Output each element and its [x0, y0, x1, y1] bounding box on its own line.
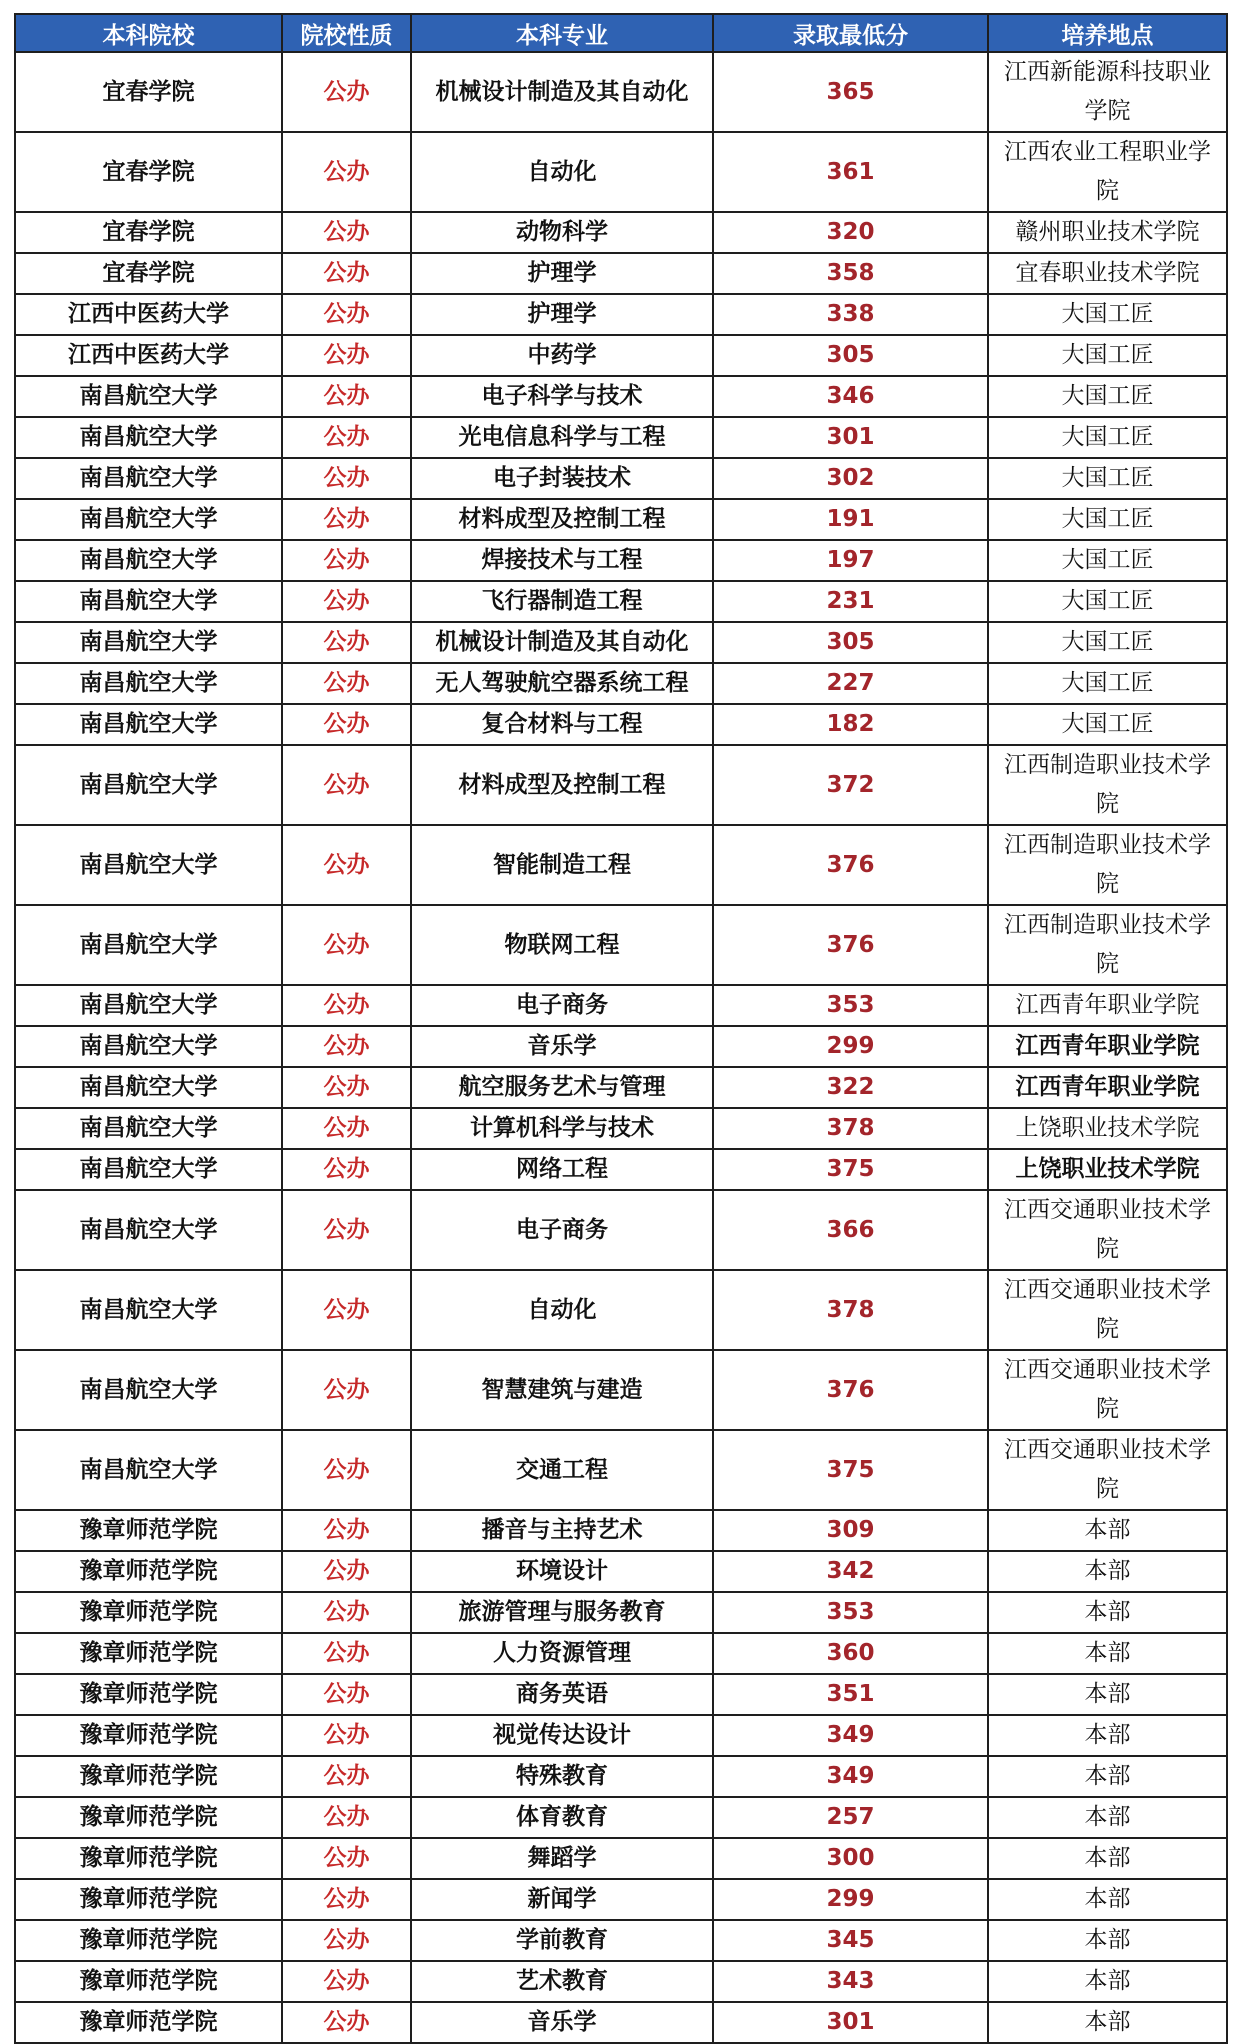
cell-nature: 公办 [282, 1633, 411, 1674]
cell-nature: 公办 [282, 745, 411, 825]
table-row [15, 1674, 1227, 1715]
cell-major: 艺术教育 [411, 1961, 713, 2002]
cell-school: 豫章师范学院 [15, 1756, 282, 1797]
table-row [15, 458, 1227, 499]
cell-score: 353 [713, 985, 988, 1026]
cell-school: 豫章师范学院 [15, 2002, 282, 2043]
cell-site: 本部 [988, 1592, 1227, 1633]
table-row [15, 294, 1227, 335]
table-row [15, 1149, 1227, 1190]
cell-school: 南昌航空大学 [15, 704, 282, 745]
cell-nature: 公办 [282, 704, 411, 745]
cell-score: 349 [713, 1715, 988, 1756]
cell-nature: 公办 [282, 985, 411, 1026]
cell-site: 上饶职业技术学院 [988, 1108, 1227, 1149]
header-score: 录取最低分 [713, 14, 988, 52]
table-row [15, 985, 1227, 1026]
cell-major: 自动化 [411, 132, 713, 212]
cell-nature: 公办 [282, 622, 411, 663]
cell-major: 环境设计 [411, 1551, 713, 1592]
cell-nature: 公办 [282, 499, 411, 540]
cell-site: 江西交通职业技术学院 [988, 1430, 1227, 1510]
cell-score: 349 [713, 1756, 988, 1797]
cell-major: 舞蹈学 [411, 1838, 713, 1879]
cell-major: 特殊教育 [411, 1756, 713, 1797]
cell-nature: 公办 [282, 458, 411, 499]
cell-site: 赣州职业技术学院 [988, 212, 1227, 253]
cell-score: 305 [713, 335, 988, 376]
table-row [15, 1592, 1227, 1633]
cell-site: 江西交通职业技术学院 [988, 1190, 1227, 1270]
cell-nature: 公办 [282, 1592, 411, 1633]
cell-score: 365 [713, 52, 988, 132]
cell-nature: 公办 [282, 212, 411, 253]
cell-nature: 公办 [282, 1551, 411, 1592]
cell-nature: 公办 [282, 1961, 411, 2002]
cell-major: 人力资源管理 [411, 1633, 713, 1674]
cell-school: 南昌航空大学 [15, 1026, 282, 1067]
cell-nature: 公办 [282, 1510, 411, 1551]
cell-major: 物联网工程 [411, 905, 713, 985]
cell-site: 江西制造职业技术学院 [988, 745, 1227, 825]
cell-score: 300 [713, 1838, 988, 1879]
cell-nature: 公办 [282, 294, 411, 335]
cell-site: 本部 [988, 1510, 1227, 1551]
cell-school: 宜春学院 [15, 253, 282, 294]
cell-site: 江西青年职业学院 [988, 985, 1227, 1026]
cell-score: 360 [713, 1633, 988, 1674]
header-row [15, 14, 1227, 52]
cell-score: 346 [713, 376, 988, 417]
cell-nature: 公办 [282, 825, 411, 905]
cell-nature: 公办 [282, 1756, 411, 1797]
table-row [15, 417, 1227, 458]
admissions-table [14, 13, 1228, 2044]
cell-major: 电子封装技术 [411, 458, 713, 499]
cell-score: 197 [713, 540, 988, 581]
cell-nature: 公办 [282, 1108, 411, 1149]
cell-major: 电子科学与技术 [411, 376, 713, 417]
table-body [15, 52, 1227, 2043]
cell-major: 商务英语 [411, 1674, 713, 1715]
cell-school: 豫章师范学院 [15, 1510, 282, 1551]
cell-nature: 公办 [282, 2002, 411, 2043]
cell-site: 本部 [988, 1797, 1227, 1838]
cell-score: 299 [713, 1879, 988, 1920]
cell-major: 旅游管理与服务教育 [411, 1592, 713, 1633]
cell-nature: 公办 [282, 1149, 411, 1190]
cell-site: 大国工匠 [988, 622, 1227, 663]
table-row [15, 1551, 1227, 1592]
cell-nature: 公办 [282, 1797, 411, 1838]
cell-major: 材料成型及控制工程 [411, 499, 713, 540]
cell-school: 南昌航空大学 [15, 581, 282, 622]
cell-score: 322 [713, 1067, 988, 1108]
cell-site: 大国工匠 [988, 581, 1227, 622]
cell-site: 大国工匠 [988, 663, 1227, 704]
cell-nature: 公办 [282, 1067, 411, 1108]
cell-site: 大国工匠 [988, 335, 1227, 376]
cell-score: 345 [713, 1920, 988, 1961]
cell-school: 豫章师范学院 [15, 1838, 282, 1879]
cell-nature: 公办 [282, 376, 411, 417]
cell-site: 本部 [988, 1551, 1227, 1592]
cell-score: 309 [713, 1510, 988, 1551]
table-row [15, 1961, 1227, 2002]
cell-site: 本部 [988, 1674, 1227, 1715]
cell-nature: 公办 [282, 1879, 411, 1920]
cell-nature: 公办 [282, 1430, 411, 1510]
cell-major: 材料成型及控制工程 [411, 745, 713, 825]
cell-school: 南昌航空大学 [15, 745, 282, 825]
cell-major: 动物科学 [411, 212, 713, 253]
cell-school: 南昌航空大学 [15, 905, 282, 985]
cell-major: 音乐学 [411, 1026, 713, 1067]
cell-score: 301 [713, 417, 988, 458]
table-row [15, 1350, 1227, 1430]
cell-major: 护理学 [411, 294, 713, 335]
cell-site: 大国工匠 [988, 540, 1227, 581]
cell-score: 299 [713, 1026, 988, 1067]
cell-school: 南昌航空大学 [15, 458, 282, 499]
table-row [15, 212, 1227, 253]
table-row [15, 335, 1227, 376]
cell-score: 358 [713, 253, 988, 294]
cell-school: 南昌航空大学 [15, 1430, 282, 1510]
cell-score: 376 [713, 1350, 988, 1430]
cell-major: 复合材料与工程 [411, 704, 713, 745]
cell-major: 新闻学 [411, 1879, 713, 1920]
table-row [15, 704, 1227, 745]
cell-score: 305 [713, 622, 988, 663]
cell-site: 大国工匠 [988, 704, 1227, 745]
cell-score: 378 [713, 1270, 988, 1350]
cell-nature: 公办 [282, 52, 411, 132]
cell-score: 366 [713, 1190, 988, 1270]
cell-school: 豫章师范学院 [15, 1674, 282, 1715]
cell-major: 无人驾驶航空器系统工程 [411, 663, 713, 704]
cell-major: 航空服务艺术与管理 [411, 1067, 713, 1108]
cell-major: 机械设计制造及其自动化 [411, 52, 713, 132]
cell-nature: 公办 [282, 1190, 411, 1270]
cell-score: 361 [713, 132, 988, 212]
cell-major: 交通工程 [411, 1430, 713, 1510]
cell-school: 南昌航空大学 [15, 417, 282, 458]
cell-site: 本部 [988, 1756, 1227, 1797]
cell-site: 大国工匠 [988, 294, 1227, 335]
cell-nature: 公办 [282, 335, 411, 376]
table-row [15, 1756, 1227, 1797]
cell-major: 计算机科学与技术 [411, 1108, 713, 1149]
cell-major: 护理学 [411, 253, 713, 294]
cell-school: 南昌航空大学 [15, 1350, 282, 1430]
cell-major: 学前教育 [411, 1920, 713, 1961]
cell-score: 301 [713, 2002, 988, 2043]
cell-school: 南昌航空大学 [15, 622, 282, 663]
cell-nature: 公办 [282, 581, 411, 622]
cell-score: 191 [713, 499, 988, 540]
cell-site: 本部 [988, 1715, 1227, 1756]
cell-site: 大国工匠 [988, 499, 1227, 540]
cell-major: 电子商务 [411, 985, 713, 1026]
cell-nature: 公办 [282, 1026, 411, 1067]
header-school: 本科院校 [15, 14, 282, 52]
cell-nature: 公办 [282, 540, 411, 581]
cell-school: 南昌航空大学 [15, 825, 282, 905]
table-row [15, 1190, 1227, 1270]
table-row [15, 1879, 1227, 1920]
cell-site: 本部 [988, 1920, 1227, 1961]
cell-site: 江西交通职业技术学院 [988, 1270, 1227, 1350]
cell-nature: 公办 [282, 1350, 411, 1430]
cell-major: 视觉传达设计 [411, 1715, 713, 1756]
cell-school: 南昌航空大学 [15, 376, 282, 417]
cell-site: 江西新能源科技职业学院 [988, 52, 1227, 132]
cell-nature: 公办 [282, 1920, 411, 1961]
table-row [15, 622, 1227, 663]
cell-major: 焊接技术与工程 [411, 540, 713, 581]
cell-nature: 公办 [282, 1838, 411, 1879]
header-major: 本科专业 [411, 14, 713, 52]
cell-school: 宜春学院 [15, 52, 282, 132]
cell-major: 中药学 [411, 335, 713, 376]
table-row [15, 825, 1227, 905]
cell-site: 本部 [988, 2002, 1227, 2043]
cell-major: 智能制造工程 [411, 825, 713, 905]
cell-school: 豫章师范学院 [15, 1920, 282, 1961]
table-row [15, 663, 1227, 704]
table-row [15, 905, 1227, 985]
cell-major: 智慧建筑与建造 [411, 1350, 713, 1430]
cell-school: 南昌航空大学 [15, 1108, 282, 1149]
cell-score: 343 [713, 1961, 988, 2002]
cell-score: 182 [713, 704, 988, 745]
table-row [15, 1270, 1227, 1350]
cell-school: 豫章师范学院 [15, 1715, 282, 1756]
cell-school: 豫章师范学院 [15, 1879, 282, 1920]
cell-school: 江西中医药大学 [15, 335, 282, 376]
cell-school: 豫章师范学院 [15, 1961, 282, 2002]
cell-school: 豫章师范学院 [15, 1633, 282, 1674]
cell-major: 音乐学 [411, 2002, 713, 2043]
cell-score: 353 [713, 1592, 988, 1633]
table-row [15, 52, 1227, 132]
header-nature: 院校性质 [282, 14, 411, 52]
cell-school: 南昌航空大学 [15, 663, 282, 704]
cell-score: 351 [713, 1674, 988, 1715]
cell-site: 江西制造职业技术学院 [988, 825, 1227, 905]
cell-score: 342 [713, 1551, 988, 1592]
cell-site: 江西农业工程职业学院 [988, 132, 1227, 212]
table-row [15, 376, 1227, 417]
cell-school: 豫章师范学院 [15, 1797, 282, 1838]
cell-major: 电子商务 [411, 1190, 713, 1270]
cell-site: 本部 [988, 1879, 1227, 1920]
cell-school: 南昌航空大学 [15, 1149, 282, 1190]
cell-school: 宜春学院 [15, 212, 282, 253]
cell-site: 大国工匠 [988, 458, 1227, 499]
cell-nature: 公办 [282, 905, 411, 985]
table-row [15, 1510, 1227, 1551]
cell-site: 本部 [988, 1838, 1227, 1879]
cell-score: 376 [713, 905, 988, 985]
cell-nature: 公办 [282, 1715, 411, 1756]
cell-site: 江西交通职业技术学院 [988, 1350, 1227, 1430]
cell-school: 南昌航空大学 [15, 499, 282, 540]
table-row [15, 540, 1227, 581]
cell-site: 上饶职业技术学院 [988, 1149, 1227, 1190]
cell-school: 南昌航空大学 [15, 1190, 282, 1270]
table-row [15, 1633, 1227, 1674]
table-row [15, 1797, 1227, 1838]
cell-school: 豫章师范学院 [15, 1592, 282, 1633]
table-row [15, 1715, 1227, 1756]
cell-site: 大国工匠 [988, 417, 1227, 458]
cell-school: 江西中医药大学 [15, 294, 282, 335]
table-header [15, 14, 1227, 52]
table-row [15, 1067, 1227, 1108]
cell-major: 自动化 [411, 1270, 713, 1350]
cell-major: 播音与主持艺术 [411, 1510, 713, 1551]
cell-school: 南昌航空大学 [15, 540, 282, 581]
table-row [15, 2002, 1227, 2043]
table-row [15, 499, 1227, 540]
cell-site: 江西青年职业学院 [988, 1067, 1227, 1108]
cell-score: 320 [713, 212, 988, 253]
table-row [15, 1430, 1227, 1510]
cell-site: 江西青年职业学院 [988, 1026, 1227, 1067]
cell-site: 本部 [988, 1961, 1227, 2002]
cell-school: 南昌航空大学 [15, 1067, 282, 1108]
cell-major: 光电信息科学与工程 [411, 417, 713, 458]
table-row [15, 581, 1227, 622]
cell-nature: 公办 [282, 253, 411, 294]
cell-major: 网络工程 [411, 1149, 713, 1190]
cell-score: 375 [713, 1149, 988, 1190]
cell-school: 南昌航空大学 [15, 985, 282, 1026]
table-row [15, 1838, 1227, 1879]
cell-score: 338 [713, 294, 988, 335]
table-row [15, 1920, 1227, 1961]
cell-nature: 公办 [282, 1270, 411, 1350]
cell-major: 机械设计制造及其自动化 [411, 622, 713, 663]
cell-major: 体育教育 [411, 1797, 713, 1838]
cell-site: 宜春职业技术学院 [988, 253, 1227, 294]
cell-score: 375 [713, 1430, 988, 1510]
cell-score: 376 [713, 825, 988, 905]
cell-site: 本部 [988, 1633, 1227, 1674]
table-row [15, 745, 1227, 825]
table-row [15, 1026, 1227, 1067]
cell-school: 南昌航空大学 [15, 1270, 282, 1350]
header-site: 培养地点 [988, 14, 1227, 52]
table-row [15, 1108, 1227, 1149]
cell-school: 宜春学院 [15, 132, 282, 212]
table-row [15, 132, 1227, 212]
cell-score: 227 [713, 663, 988, 704]
cell-nature: 公办 [282, 417, 411, 458]
cell-nature: 公办 [282, 663, 411, 704]
cell-score: 372 [713, 745, 988, 825]
cell-score: 302 [713, 458, 988, 499]
cell-site: 大国工匠 [988, 376, 1227, 417]
cell-score: 231 [713, 581, 988, 622]
cell-site: 江西制造职业技术学院 [988, 905, 1227, 985]
cell-school: 豫章师范学院 [15, 1551, 282, 1592]
cell-score: 257 [713, 1797, 988, 1838]
cell-nature: 公办 [282, 1674, 411, 1715]
cell-nature: 公办 [282, 132, 411, 212]
cell-score: 378 [713, 1108, 988, 1149]
table-row [15, 253, 1227, 294]
cell-major: 飞行器制造工程 [411, 581, 713, 622]
